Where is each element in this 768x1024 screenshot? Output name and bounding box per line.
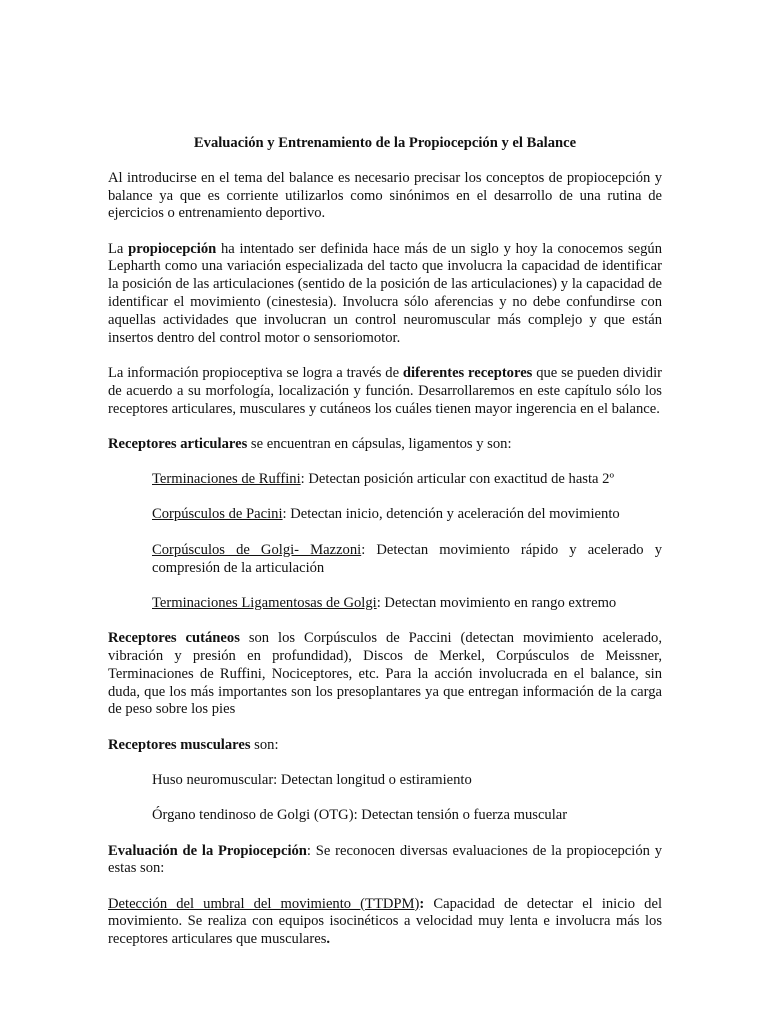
intro-paragraph: Al introducirse en el tema del balance es necesario precisar los conceptos de propiocepción y balance ya que es corriente utilizarlos como sinónimos en el desarrollo de una rutina de ejercicios o entrenamiento deportivo.: [108, 169, 662, 222]
musculares-heading: Receptores musculares son:: [108, 736, 279, 753]
receptores-term: diferentes receptores: [402, 364, 533, 381]
list-item: Corpúsculos de Golgi- Mazzoni: Detectan movimiento rápido y acelerado y compresión de la articulación: [152, 541, 662, 576]
list-item-term: Corpúsculos de Golgi- Mazzoni: [152, 541, 362, 558]
list-item-term: Corpúsculos de Pacini: [152, 506, 283, 523]
propiocepcion-term: propiocepción: [128, 240, 217, 257]
list-item-term: Terminaciones de Ruffini: [152, 471, 301, 488]
list-item: Huso neuromuscular: Detectan longitud o estiramiento: [152, 771, 472, 788]
articulares-heading: Receptores articulares se encuentran en cápsulas, ligamentos y son:: [108, 435, 512, 452]
cutaneos-paragraph: Receptores cutáneos son los Corpúsculos de Paccini (detectan movimiento acelerado, vibración y presión en profundidad), Discos de Merkel, Corpúsculos de Meissner, Terminaciones de Ruffini, Nociceptores, etc. Para la acción involucrada en el balance, sin duda, que los más importantes son los presoplantares ya que entregan información de la carga de peso sobre los pies: [108, 630, 662, 718]
page-title: Evaluación y Entrenamiento de la Propiocepción y el Balance: [193, 135, 577, 151]
evaluacion-paragraph: Evaluación de la Propiocepción: Se reconocen diversas evaluaciones de la propiocepción y estas son:: [108, 842, 662, 877]
list-item: Terminaciones Ligamentosas de Golgi: Detectan movimiento en rango extremo: [152, 594, 617, 611]
ttdpm-term: Detección del umbral del movimiento (TTDPM): [108, 895, 420, 912]
receptores-paragraph: La información propioceptiva se logra a través de diferentes receptores que se pueden dividir de acuerdo a su morfología, localización y función. Desarrollaremos en este capítulo sólo los receptores articulares, musculares y cutáneos los cuáles tienen mayor ingerencia en el balance.: [108, 364, 662, 417]
list-item: Terminaciones de Ruffini: Detectan posición articular con exactitud de hasta 2º: [152, 471, 614, 488]
propiocepcion-paragraph: La propiocepción ha intentado ser definida hace más de un siglo y hoy la conocemos según Lepharth como una variación especializada del tacto que involucra la capacidad de identificar la posición de las articulaciones (sentido de la posición de las articulaciones) y la capacidad de identificar el movimiento (cinestesia). Involucra sólo aferencias y no debe confundirse con aquellas actividades que involucran un control neuromuscular más complejo y que están insertos dentro del control motor o sensoriomotor.: [108, 240, 662, 346]
ttdpm-paragraph: Detección del umbral del movimiento (TTDPM): Capacidad de detectar el inicio del movimiento. Se realiza con equipos isocinéticos a velocidad muy lenta e involucra más los receptores articulares que musculares.: [108, 895, 662, 948]
list-item: Corpúsculos de Pacini: Detectan inicio, detención y aceleración del movimiento: [152, 506, 620, 523]
list-item: Órgano tendinoso de Golgi (OTG): Detectan tensión o fuerza muscular: [152, 807, 568, 824]
list-item-term: Terminaciones Ligamentosas de Golgi: [152, 594, 377, 611]
